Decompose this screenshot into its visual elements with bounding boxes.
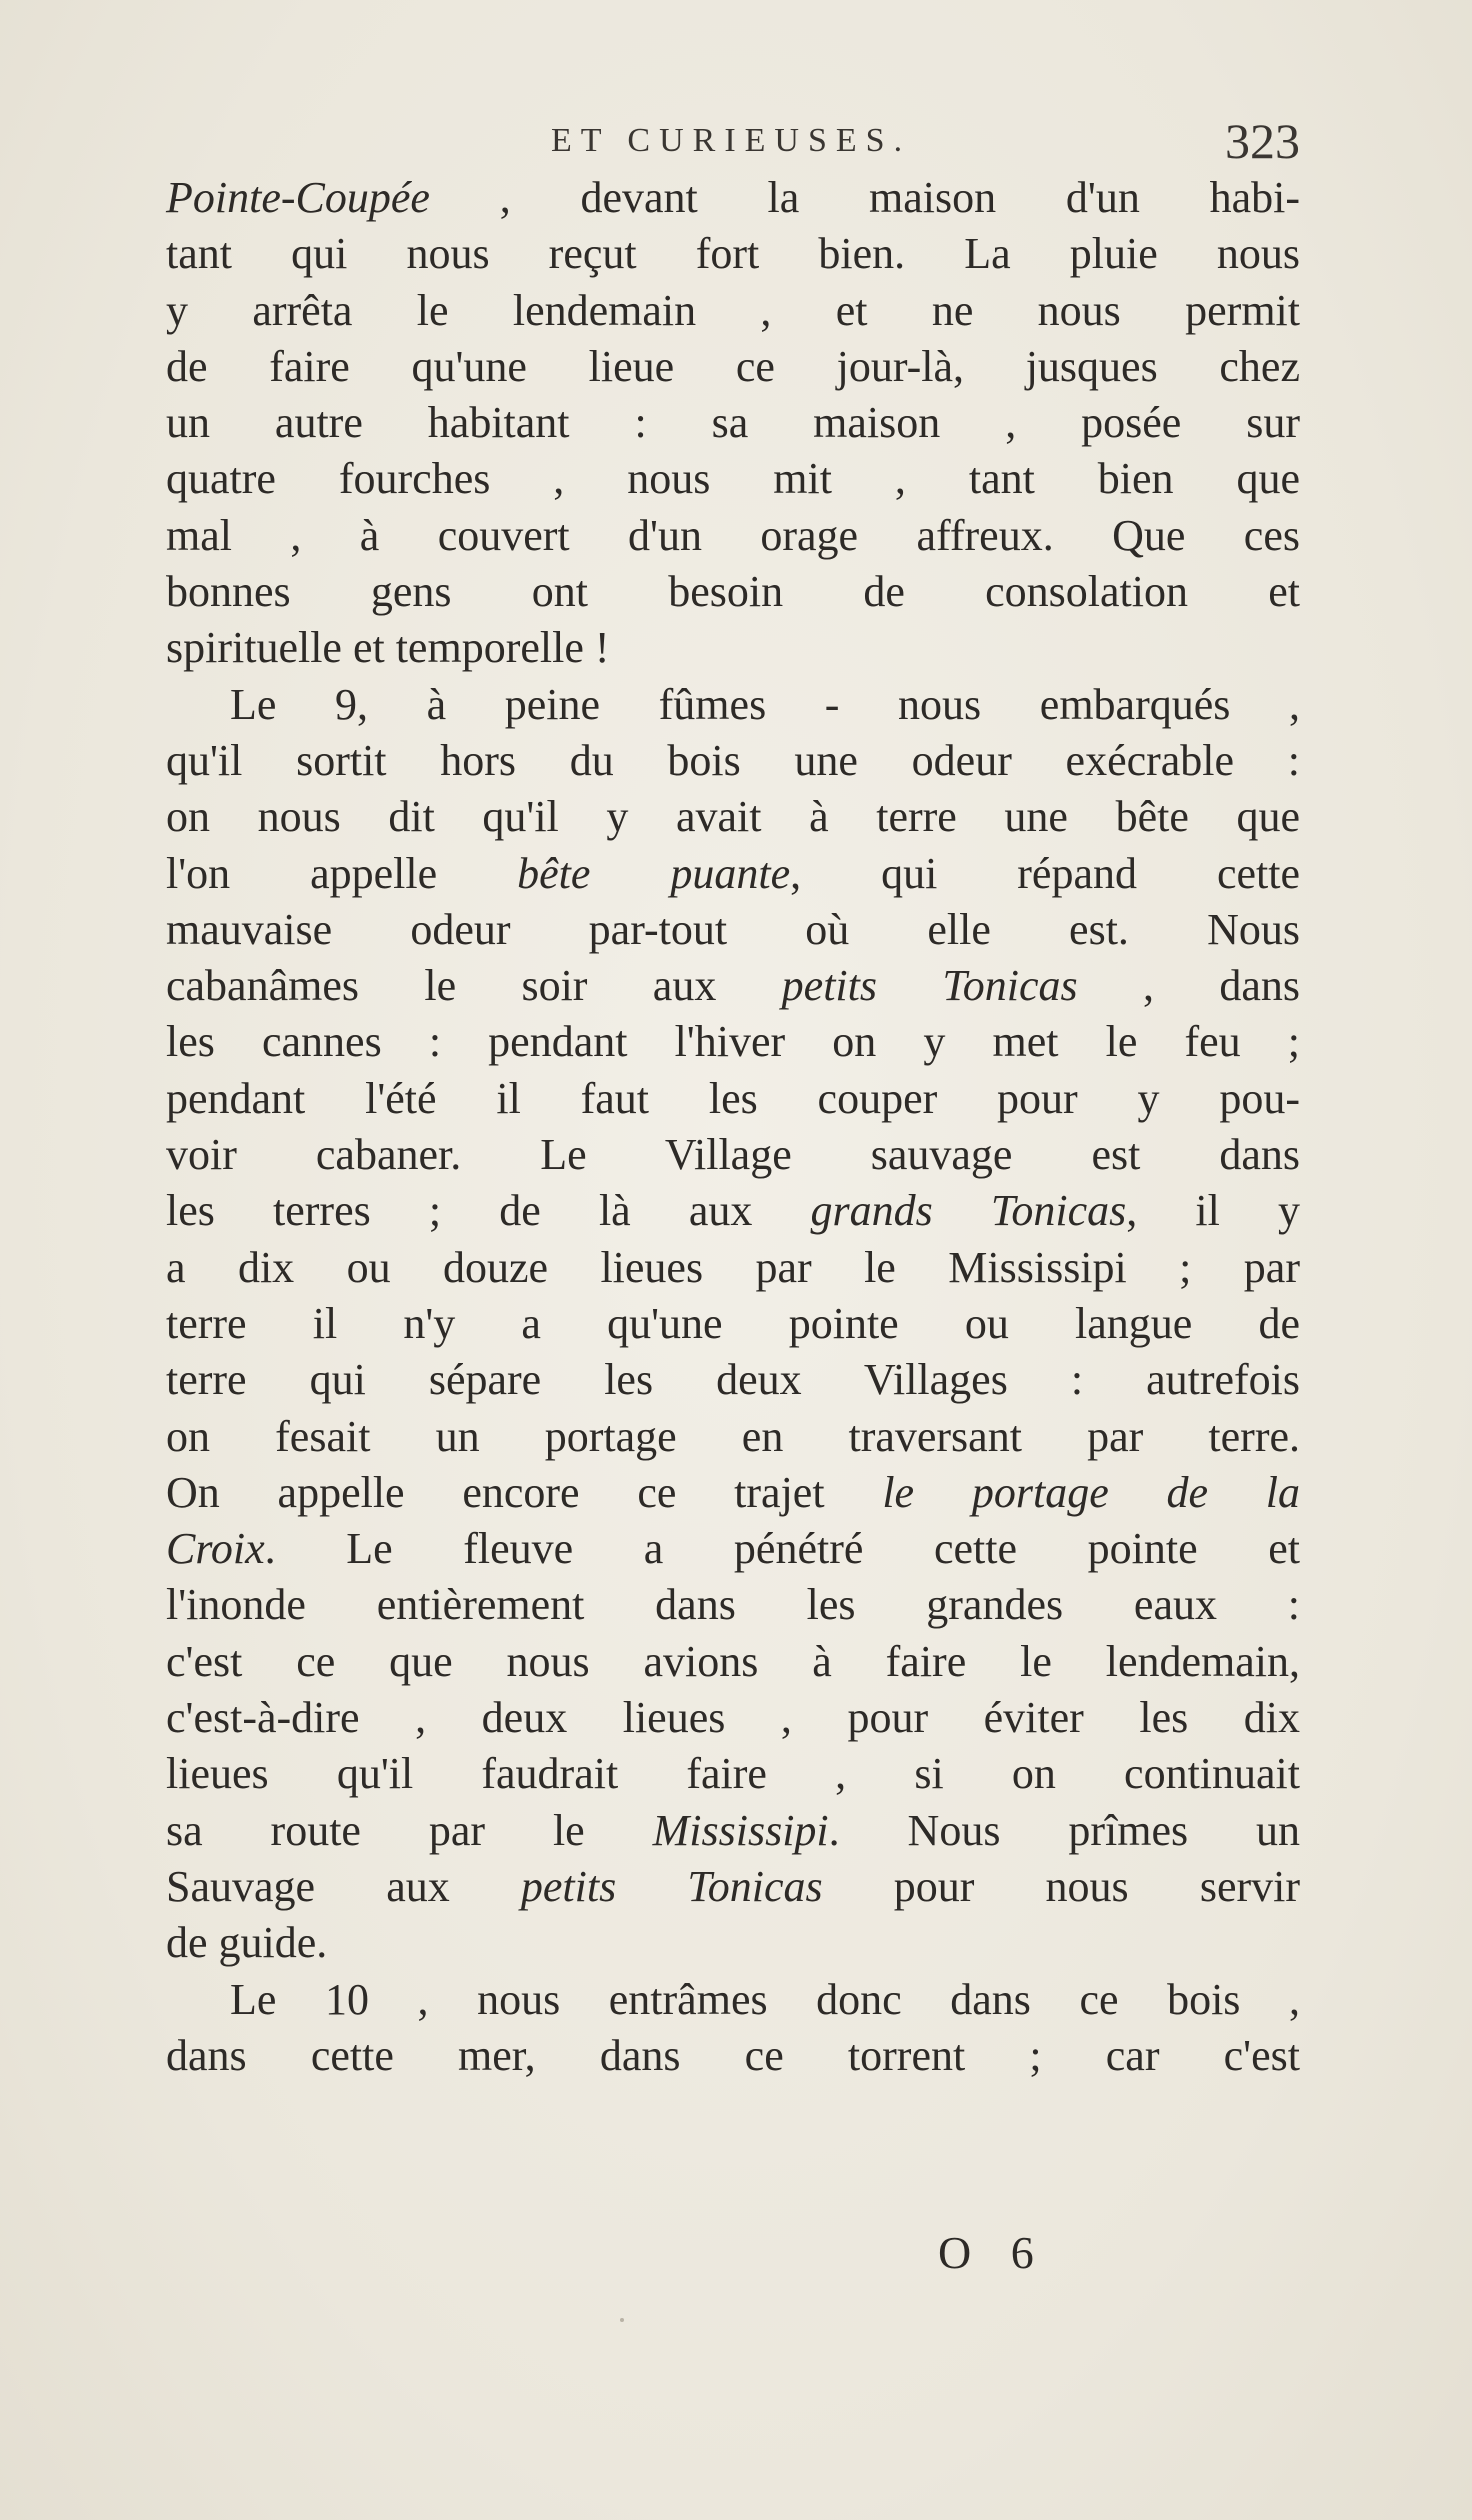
- text-segment: sa route par le: [166, 1805, 653, 1855]
- text-line: [166, 1183, 1300, 1239]
- text-line: [166, 1071, 1300, 1127]
- text-line: [166, 1240, 1300, 1296]
- text-segment: cabanâmes le soir aux: [166, 961, 782, 1011]
- text-segment: un autre habitant : sa maison , posée sur: [166, 398, 1300, 448]
- text-line: [166, 2028, 1300, 2084]
- text-segment: on fesait un portage en traversant par terre.: [166, 1411, 1300, 1461]
- text-line: [166, 1409, 1300, 1465]
- text-line: [166, 564, 1300, 620]
- text-line: [166, 226, 1300, 282]
- text-segment: Le 10 , nous entrâmes donc dans ce bois ,: [230, 1974, 1300, 2024]
- text-segment: l'inonde entièrement dans les grandes eaux :: [166, 1580, 1300, 1630]
- text-segment: l'on appelle: [166, 848, 518, 898]
- text-line: [166, 846, 1300, 902]
- italic-text: bête puante: [517, 848, 791, 898]
- text-segment: les cannes : pendant l'hiver on y met le feu ;: [166, 1017, 1300, 1067]
- text-segment: terre il n'y a qu'une pointe ou langue de: [166, 1298, 1300, 1348]
- text-line: [166, 1634, 1300, 1690]
- text-segment: on nous dit qu'il y avait à terre une bête que: [166, 792, 1300, 842]
- text-segment: On appelle encore ce trajet: [166, 1467, 883, 1517]
- paper-speck: [620, 2318, 624, 2322]
- text-segment: quatre fourches , nous mit , tant bien que: [166, 454, 1300, 504]
- text-segment: spirituelle et temporelle !: [166, 623, 610, 673]
- italic-text: Pointe-Coupée: [166, 173, 430, 222]
- text-segment: mauvaise odeur par-tout où elle est. Nous: [166, 904, 1300, 954]
- text-segment: . Le fleuve a pénétré cette pointe et: [264, 1524, 1300, 1574]
- text-line: [166, 451, 1300, 507]
- text-segment: voir cabaner. Le Village sauvage est dans: [166, 1130, 1300, 1180]
- text-segment: c'est-à-dire , deux lieues , pour éviter les dix: [166, 1693, 1300, 1743]
- text-segment: de guide.: [166, 1918, 328, 1968]
- text-segment: , dans: [1077, 961, 1301, 1011]
- italic-text: grands Tonicas: [810, 1186, 1127, 1236]
- text-segment: mal , à couvert d'un orage affreux. Que ces: [166, 510, 1300, 560]
- text-segment: lieues qu'il faudrait faire , si on continuait: [166, 1749, 1300, 1799]
- italic-text: petits Tonicas: [781, 961, 1078, 1011]
- text-line: [166, 958, 1300, 1014]
- text-segment: bonnes gens ont besoin de consolation et: [166, 567, 1300, 617]
- text-segment: Sauvage aux: [166, 1861, 521, 1911]
- text-line: [166, 902, 1300, 958]
- text-line: [166, 1803, 1300, 1859]
- italic-text: petits Tonicas: [520, 1861, 823, 1911]
- text-segment: dans cette mer, dans ce torrent ; car c'est: [166, 2030, 1300, 2080]
- page-number: 323: [1225, 113, 1300, 169]
- text-line: [166, 677, 1300, 733]
- text-line: [166, 283, 1300, 339]
- italic-text: le portage de la: [882, 1467, 1301, 1517]
- text-line: [166, 1746, 1300, 1802]
- body-text: [166, 170, 1300, 2084]
- text-line: [166, 1690, 1300, 1746]
- text-segment: de faire qu'une lieue ce jour-là, jusques chez: [166, 341, 1300, 391]
- italic-text: Mississipi: [652, 1805, 829, 1855]
- text-segment: , il y: [1126, 1186, 1301, 1236]
- text-segment: pour nous servir: [822, 1861, 1300, 1911]
- text-line: [166, 1127, 1300, 1183]
- text-segment: c'est ce que nous avions à faire le lendemain,: [166, 1636, 1300, 1686]
- text-line: [166, 395, 1300, 451]
- text-line: [166, 1521, 1300, 1577]
- text-line: [166, 170, 1300, 226]
- italic-text: Croix: [166, 1524, 265, 1574]
- text-line: [166, 1296, 1300, 1352]
- text-segment: terre qui sépare les deux Villages : autrefois: [166, 1355, 1300, 1405]
- text-segment: qu'il sortit hors du bois une odeur exécrable :: [166, 735, 1300, 785]
- text-segment: pendant l'été il faut les couper pour y pou-: [166, 1073, 1300, 1123]
- signature-mark: O 6: [938, 2227, 1048, 2278]
- text-line: [166, 620, 1300, 676]
- text-segment: les terres ; de là aux: [166, 1186, 811, 1236]
- text-segment: a dix ou douze lieues par le Mississipi ; par: [166, 1242, 1300, 1292]
- text-line: [166, 1577, 1300, 1633]
- text-line: [166, 733, 1300, 789]
- text-segment: . Nous prîmes un: [828, 1805, 1300, 1855]
- text-segment: Le 9, à peine fûmes - nous embarqués ,: [230, 679, 1300, 729]
- text-segment: , devant la maison d'un habi-: [429, 173, 1300, 222]
- text-line: [166, 1972, 1300, 2028]
- text-line: [166, 1915, 1300, 1971]
- running-head: [166, 112, 1300, 172]
- text-segment: tant qui nous reçut fort bien. La pluie nous: [166, 229, 1300, 279]
- text-line: [166, 1014, 1300, 1070]
- running-title: ET CURIEUSES.: [551, 122, 912, 159]
- text-line: [166, 339, 1300, 395]
- text-line: [166, 1465, 1300, 1521]
- text-segment: , qui répand cette: [790, 848, 1300, 898]
- text-line: [166, 789, 1300, 845]
- text-line: [166, 1859, 1300, 1915]
- text-line: [166, 508, 1300, 564]
- text-line: [166, 1352, 1300, 1408]
- text-segment: y arrêta le lendemain , et ne nous permit: [166, 285, 1300, 335]
